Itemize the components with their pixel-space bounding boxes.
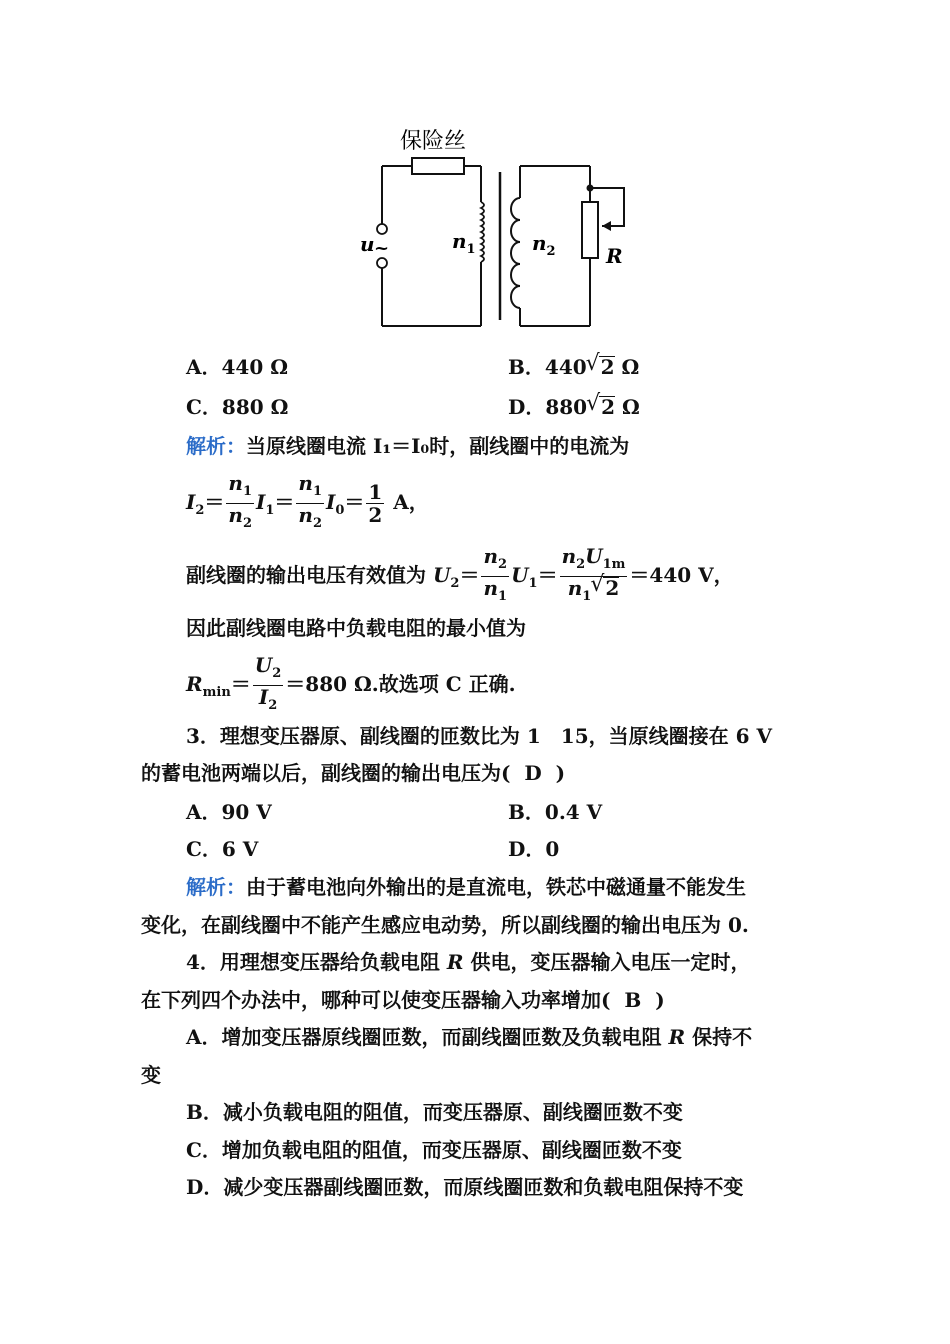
option-a: A．440 Ω xyxy=(186,355,289,379)
terminal-bottom xyxy=(377,258,387,268)
q3-option-c: C．6 V xyxy=(186,837,259,861)
q2-eq1: $I_2=$ $\frac{n_1}{n_2}$ $I_1=$ $\frac{n_1}{n_2}$ $I_0=$ $\frac{1}{2}$ A， xyxy=(186,471,429,531)
circuit-diagram xyxy=(340,120,660,335)
q3-option-a: A．90 V xyxy=(186,800,272,824)
option-c: C．880 Ω xyxy=(186,395,289,419)
q3-analysis-line2: 变化，在副线圈中不能产生感应电动势，所以副线圈的输出电压为 0. xyxy=(141,913,749,937)
q4-option-a-line2: 变 xyxy=(141,1063,161,1087)
q4-option-a-line1: A．增加变压器原线圈匝数，而副线圈匝数及负载电阻 R 保持不 xyxy=(186,1025,753,1049)
q2-eq3: $R_{min}=$ $\frac{U_2}{I_2}$ ＝880 Ω.故选项 C 正确. xyxy=(186,653,516,713)
fuse xyxy=(412,158,464,174)
n2-label: $n_2$ xyxy=(532,231,556,259)
n1-label: $n_1$ xyxy=(452,229,476,257)
q4-option-d: D．减少变压器副线圈匝数，而原线圈匝数和负载电阻保持不变 xyxy=(186,1175,744,1199)
q4-stem-line2: 在下列四个办法中，哪种可以使变压器输入功率增加( B ) xyxy=(141,988,665,1012)
u-label: u xyxy=(360,232,375,256)
q3-analysis-line1: 解析：由于蓄电池向外输出的是直流电，铁芯中磁通量不能发生 xyxy=(186,875,746,899)
q4-option-b: B．减小负载电阻的阻值，而变压器原、副线圈匝数不变 xyxy=(186,1100,683,1124)
q3-option-d: D．0 xyxy=(508,837,560,861)
option-b: B．440√ 2 Ω xyxy=(508,351,639,380)
resistor xyxy=(582,202,598,258)
q3-stem-line2: 的蓄电池两端以后，副线圈的输出电压为( D ) xyxy=(141,761,566,785)
q3-stem-line1: 3．理想变压器原、副线圈的匝数比为 1 15，当原线圈接在 6 V xyxy=(186,724,772,748)
q2-analysis-line1: 解析：当原线圈电流 I₁＝I₀时，副线圈中的电流为 xyxy=(186,434,630,458)
q2-eq2: 副线圈的输出电压有效值为 $U_2=$ $\frac{n_2}{n_1}$ $U_1=$ $\frac{n_2U_{1m}}{n_1√ 2}$ ＝440 V， xyxy=(186,545,734,608)
option-d: D．880√ 2 Ω xyxy=(508,391,640,420)
ac-symbol: ~ xyxy=(374,238,390,259)
primary-coil xyxy=(481,202,484,262)
q2-analysis-line4: 因此副线圈电路中负载电阻的最小值为 xyxy=(186,616,526,640)
q3-answer: D xyxy=(524,761,542,785)
terminal-top xyxy=(377,224,387,234)
fuse-label: 保险丝 xyxy=(400,129,467,154)
secondary-coil xyxy=(511,198,520,308)
r-label: R xyxy=(606,244,623,268)
q4-option-c: C．增加负载电阻的阻值，而变压器原、副线圈匝数不变 xyxy=(186,1138,682,1162)
q4-stem-line1: 4．用理想变压器给负载电阻 R 供电，变压器输入电压一定时， xyxy=(186,950,751,974)
q4-answer: B xyxy=(624,988,642,1012)
q3-option-b: B．0.4 V xyxy=(508,800,603,824)
